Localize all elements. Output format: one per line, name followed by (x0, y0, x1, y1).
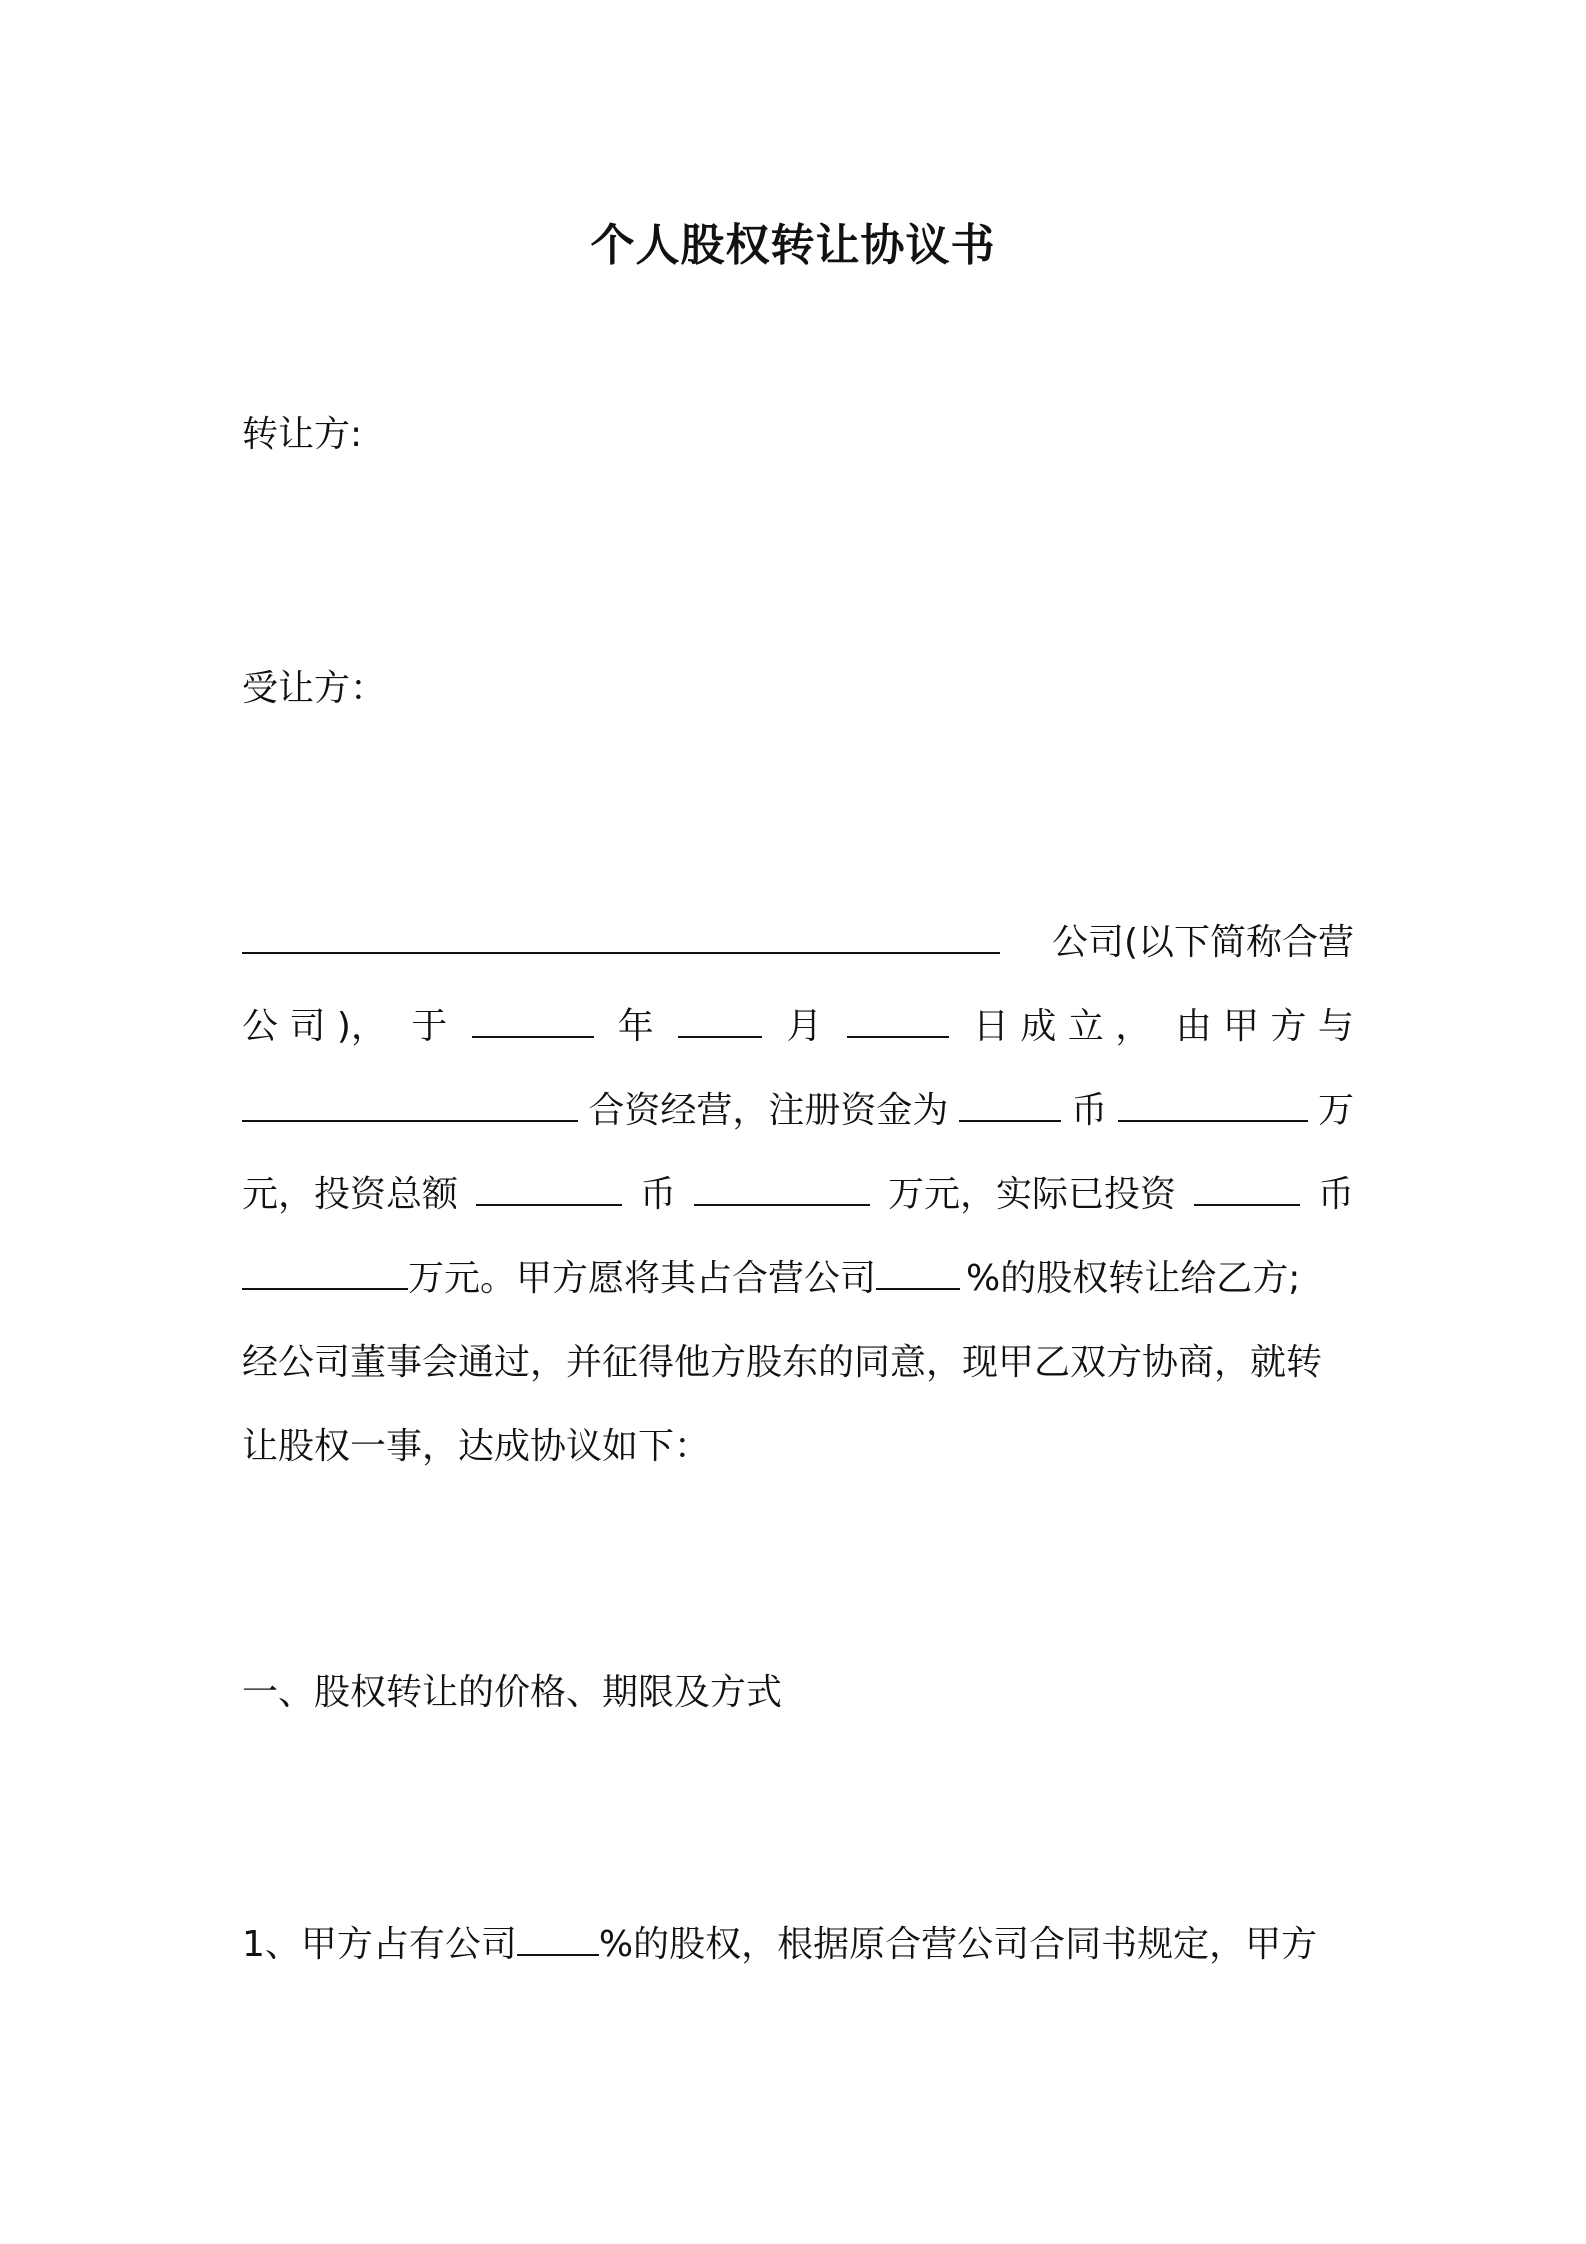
preamble-text: 让股权一事，达成协议如下： (242, 1426, 711, 1467)
preamble-text: 万元。甲方愿将其占合营公司 (408, 1258, 877, 1299)
invested-amount-blank (242, 1256, 408, 1290)
preamble-text: 由 甲 方 与 (1175, 1006, 1354, 1047)
registered-capital-blank (1118, 1088, 1308, 1122)
preamble-paragraph (242, 918, 1354, 1508)
document-title: 个人股权转让协议书 (590, 220, 996, 271)
preamble-line-4 (242, 1170, 1354, 1254)
preamble-text: 年 (617, 1006, 654, 1047)
preamble-text: 币 (1317, 1174, 1354, 1215)
month-blank (678, 1004, 762, 1038)
preamble-text: %的股权转让给乙方; (966, 1258, 1301, 1299)
percentage-blank (517, 1922, 599, 1956)
preamble-text: 币 (639, 1174, 676, 1215)
preamble-text: 月 (786, 1006, 823, 1047)
currency-blank (476, 1172, 622, 1206)
day-blank (847, 1004, 949, 1038)
preamble-text: 万 (1317, 1090, 1354, 1131)
section-heading: 一、股权转让的价格、期限及方式 (242, 1672, 783, 1713)
company-name-blank (242, 920, 1000, 954)
preamble-line-2 (242, 1002, 1354, 1086)
preamble-text: 元，投资总额 (242, 1174, 459, 1215)
preamble-line-7 (242, 1422, 1354, 1506)
preamble-line-6 (242, 1338, 1354, 1422)
clause-text: 1、甲方占有公司 (242, 1924, 517, 1965)
clause-text: %的股权，根据原合营公司合同书规定，甲方 (598, 1924, 1318, 1965)
preamble-text: 公司(以下简称合营 (1051, 922, 1354, 963)
partner-blank (242, 1088, 578, 1122)
currency-blank (1194, 1172, 1300, 1206)
preamble-text: 万元，实际已投资 (887, 1174, 1176, 1215)
percentage-blank (876, 1256, 960, 1290)
clause-1 (242, 1920, 1354, 1970)
currency-blank (959, 1088, 1061, 1122)
preamble-text: 币 (1071, 1090, 1108, 1131)
preamble-text: 日 成 立 ， (972, 1006, 1152, 1047)
preamble-line-3 (242, 1086, 1354, 1170)
preamble-text: 合资经营，注册资金为 (588, 1090, 949, 1131)
preamble-line-1 (242, 918, 1354, 1002)
preamble-text: 于 (411, 1006, 448, 1047)
transferee-label: 受让方： (242, 668, 387, 709)
year-blank (472, 1004, 594, 1038)
preamble-text: 经公司董事会通过，并征得他方股东的同意，现甲乙双方协商，就转 (242, 1342, 1323, 1383)
transferor-label: 转让方: (242, 414, 363, 455)
preamble-line-5 (242, 1254, 1354, 1338)
preamble-text: 公 司 )， (242, 1006, 387, 1047)
total-investment-blank (694, 1172, 870, 1206)
